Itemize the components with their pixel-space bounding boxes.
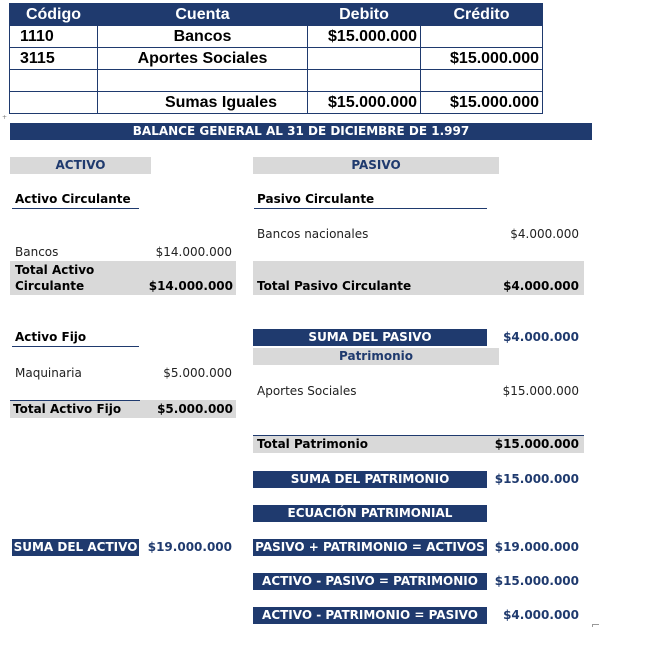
suma-patrimonio-value: $15.000.000 — [494, 472, 579, 486]
cell-account — [98, 70, 308, 92]
totals-row — [10, 92, 543, 114]
header-codigo: Código — [10, 4, 98, 26]
total-pasivo-circulante-label: Total Pasivo Circulante — [257, 279, 412, 293]
activo-circulante-title: Activo Circulante — [12, 191, 139, 209]
cell-code — [10, 70, 98, 92]
cell-credit: $15.000.000 — [421, 48, 543, 70]
cell-credit — [421, 26, 543, 48]
total-patrimonio-value: $15.000.000 — [494, 437, 579, 451]
aportes-sociales-label: Aportes Sociales — [257, 384, 357, 398]
bancos-nacionales-value: $4.000.000 — [510, 227, 579, 241]
resize-handle-icon[interactable] — [592, 624, 599, 627]
total-patrimonio-row — [253, 435, 584, 453]
total-activo-circulante-row — [10, 261, 236, 295]
suma-activo-value: $19.000.000 — [147, 540, 232, 554]
cell-marker-icon: + — [2, 114, 8, 121]
bancos-nacionales-label: Bancos nacionales — [257, 227, 369, 241]
eq2-label: ACTIVO - PASIVO = PATRIMONIO — [253, 573, 487, 590]
bancos-label: Bancos — [15, 245, 59, 259]
aportes-sociales-value: $15.000.000 — [502, 384, 579, 398]
journal-header-row — [10, 4, 543, 26]
total-activo-fijo-label: Total Activo Fijo — [13, 402, 122, 416]
total-pasivo-circulante-value: $4.000.000 — [503, 279, 579, 293]
suma-patrimonio-label: SUMA DEL PATRIMONIO — [253, 471, 487, 488]
total-activo-fijo-label-cell — [10, 400, 140, 418]
totals-label: Sumas Iguales — [98, 92, 308, 114]
eq1-value: $19.000.000 — [494, 540, 579, 554]
suma-pasivo-value: $4.000.000 — [503, 330, 579, 344]
pasivo-header: PASIVO — [253, 157, 499, 174]
cell-account: Bancos — [98, 26, 308, 48]
eq3-label: ACTIVO - PATRIMONIO = PASIVO — [253, 607, 487, 624]
cell-debit: $15.000.000 — [308, 26, 421, 48]
cell-credit — [421, 70, 543, 92]
eq1-label: PASIVO + PATRIMONIO = ACTIVOS — [253, 539, 487, 556]
maquinaria-value: $5.000.000 — [163, 366, 232, 380]
patrimonio-header: Patrimonio — [253, 348, 499, 365]
cell-debit — [308, 70, 421, 92]
bancos-value: $14.000.000 — [155, 245, 232, 259]
total-pasivo-circulante-row — [253, 261, 584, 295]
cell-code: 3115 — [10, 48, 98, 70]
suma-activo-label: SUMA DEL ACTIVO — [13, 540, 138, 554]
pasivo-circulante-title: Pasivo Circulante — [254, 191, 487, 209]
activo-fijo-title: Activo Fijo — [12, 329, 139, 347]
maquinaria-label: Maquinaria — [15, 366, 82, 380]
suma-pasivo-label: SUMA DEL PASIVO — [253, 329, 487, 346]
header-cuenta: Cuenta — [98, 4, 308, 26]
totals-debit: $15.000.000 — [308, 92, 421, 114]
eq2-value: $15.000.000 — [494, 574, 579, 588]
header-credito: Crédito — [421, 4, 543, 26]
cell-code: 1110 — [10, 26, 98, 48]
table-row — [10, 26, 543, 48]
balance-title: BALANCE GENERAL AL 31 DE DICIEMBRE DE 1.997 — [10, 123, 592, 140]
eq3-value: $4.000.000 — [503, 608, 579, 622]
cell-empty — [10, 92, 98, 114]
total-activo-circulante-label: Total Activo Circulante — [15, 263, 95, 293]
totals-credit: $15.000.000 — [421, 92, 543, 114]
total-activo-fijo-value: $5.000.000 — [140, 400, 236, 418]
total-patrimonio-label: Total Patrimonio — [257, 437, 368, 451]
cell-debit — [308, 48, 421, 70]
table-row — [10, 48, 543, 70]
cell-account: Aportes Sociales — [98, 48, 308, 70]
total-activo-circulante-value: $14.000.000 — [148, 279, 233, 293]
table-row — [10, 70, 543, 92]
activo-header: ACTIVO — [10, 157, 151, 174]
journal-table — [9, 3, 543, 114]
header-debito: Debito — [308, 4, 421, 26]
ecuacion-title: ECUACIÓN PATRIMONIAL — [253, 505, 487, 522]
